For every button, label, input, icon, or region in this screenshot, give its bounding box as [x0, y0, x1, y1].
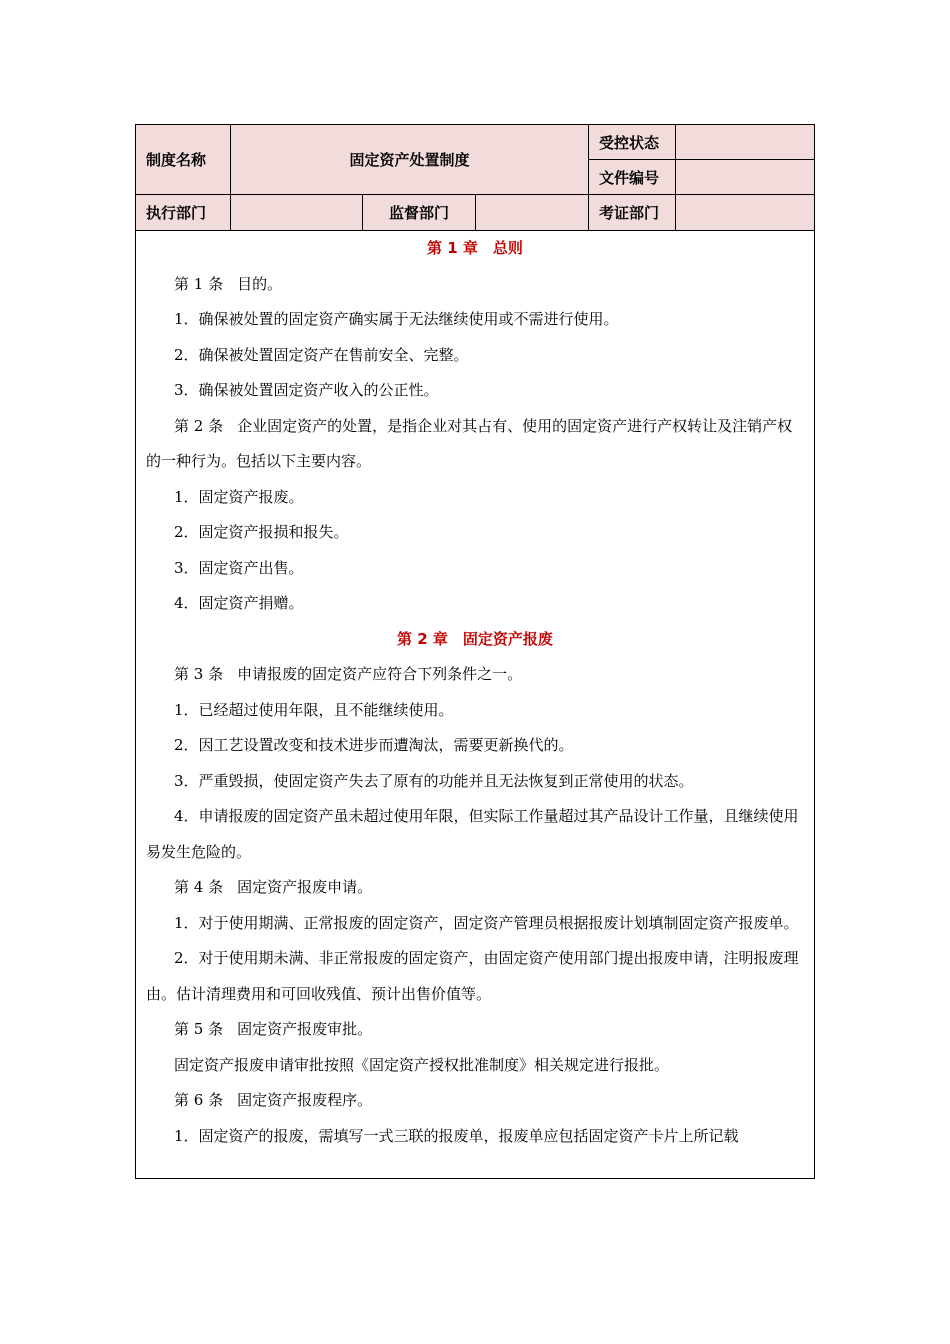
article-4-item-2: 2．对于使用期未满、非正常报废的固定资产，由固定资产使用部门提出报废申请，注明报废理由。估计清理费用和可回收残值、预计出售价值等。 — [146, 949, 799, 1003]
chapter-2-title: 第 2 章 固定资产报废 — [397, 629, 553, 648]
name-value: 固定资产处置制度 — [231, 125, 589, 195]
exec-label: 执行部门 — [136, 195, 231, 231]
article-3-item-3: 3．严重毁损，使固定资产失去了原有的功能并且无法恢复到正常使用的状态。 — [174, 771, 694, 790]
article-4-text: 固定资产报废申请。 — [237, 878, 373, 896]
article-6-number: 第 6 条 — [174, 1091, 224, 1109]
article-1 — [136, 267, 814, 303]
article-1-item-3: 3．确保被处置固定资产收入的公正性。 — [174, 381, 439, 399]
fileno-label: 文件编号 — [589, 160, 676, 195]
name-label: 制度名称 — [136, 125, 231, 195]
article-4 — [136, 870, 814, 906]
control-label: 受控状态 — [589, 125, 676, 160]
article-6 — [136, 1083, 814, 1119]
article-3 — [136, 657, 814, 693]
article-1-item-2: 2．确保被处置固定资产在售前安全、完整。 — [174, 345, 469, 364]
article-1-item-1: 1．确保被处置的固定资产确实属于无法继续使用或不需进行使用。 — [174, 310, 619, 328]
article-3-item-2: 2．因工艺设置改变和技术进步而遭淘汰，需要更新换代的。 — [174, 736, 574, 754]
article-4-number: 第 4 条 — [174, 878, 224, 896]
article-1-number: 第 1 条 — [174, 274, 224, 293]
article-2-item-2: 2．固定资产报损和报失。 — [174, 523, 349, 541]
header-table — [136, 125, 814, 231]
article-2-text: 企业固定资产的处置，是指企业对其占有、使用的固定资产进行产权转让及注销产权的一种行为。包括以下主要内容。 — [146, 416, 793, 470]
article-1-text: 目的。 — [237, 274, 283, 293]
super-label: 监督部门 — [363, 195, 476, 231]
article-5-number: 第 5 条 — [174, 1020, 224, 1038]
article-3-text: 申请报废的固定资产应符合下列条件之一。 — [237, 665, 523, 683]
article-5-paragraph: 固定资产报废申请审批按照《固定资产授权批准制度》相关规定进行报批。 — [174, 1055, 670, 1074]
document-body — [136, 231, 814, 1179]
super-value[interactable] — [476, 195, 589, 231]
document-page — [135, 124, 815, 1179]
verify-value[interactable] — [676, 195, 814, 231]
fileno-value[interactable] — [676, 160, 814, 195]
article-2-item-4: 4．固定资产捐赠。 — [174, 594, 304, 612]
article-3-item-1: 1．已经超过使用年限，且不能继续使用。 — [174, 700, 454, 719]
article-6-item-1: 1．固定资产的报废，需填写一式三联的报废单，报废单应包括固定资产卡片上所记载 — [174, 1126, 739, 1145]
verify-label: 考证部门 — [589, 195, 676, 231]
article-2-number: 第 2 条 — [174, 416, 224, 435]
article-4-item-1: 1．对于使用期满、正常报废的固定资产，固定资产管理员根据报废计划填制固定资产报废单。 — [174, 913, 799, 932]
exec-value[interactable] — [231, 195, 363, 231]
article-2-item-1: 1．固定资产报废。 — [174, 487, 304, 506]
article-6-text: 固定资产报废程序。 — [237, 1091, 373, 1109]
control-value[interactable] — [676, 125, 814, 160]
chapter-1-title: 第 1 章 总则 — [427, 239, 523, 257]
article-5-text: 固定资产报废审批。 — [237, 1020, 373, 1038]
article-3-number: 第 3 条 — [174, 665, 224, 683]
article-2-item-3: 3．固定资产出售。 — [174, 558, 304, 577]
article-2 — [136, 409, 814, 480]
article-3-item-4: 4．申请报废的固定资产虽未超过使用年限，但实际工作量超过其产品设计工作量，且继续使用易发生危险的。 — [146, 807, 799, 861]
article-5 — [136, 1012, 814, 1048]
